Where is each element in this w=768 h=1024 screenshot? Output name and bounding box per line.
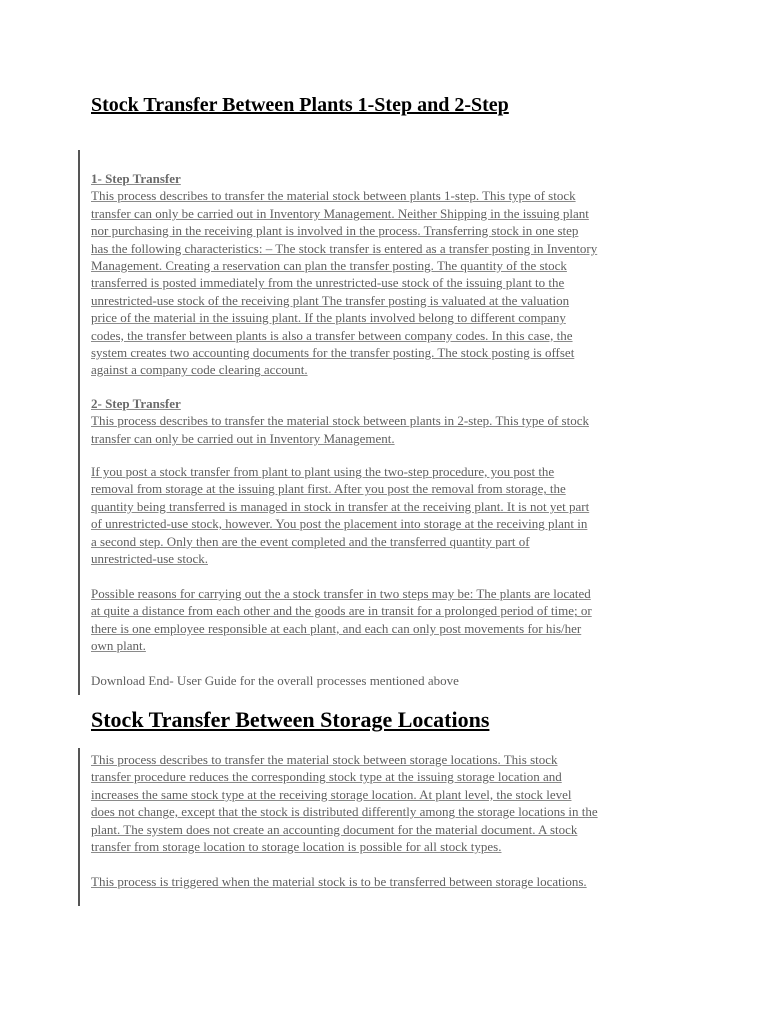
text-line: removal from storage at the issuing plant first. After you post the removal from storage, the	[91, 481, 566, 497]
two-step-reasons	[91, 585, 691, 655]
text-line: nor purchasing in the receiving plant is involved in the process. Transferring stock in one step	[91, 223, 579, 239]
text-line: has the following characteristics: – The stock transfer is entered as a transfer posting in Inventory	[91, 240, 598, 256]
storage-description	[91, 751, 691, 855]
text-line: there is one employee responsible at each plant, and each can only post movements for his/her	[91, 620, 582, 636]
text-line: codes, the transfer between plants is also a transfer between company codes. In this case, the	[91, 327, 573, 343]
text-line: plant. The system does not create an accounting document for the material document. A stock	[91, 821, 578, 837]
text-line: increases the same stock type at the receiving storage location. At plant level, the stock level	[91, 786, 572, 802]
one-step-heading: 1- Step Transfer	[91, 171, 181, 186]
text-line: transfer procedure reduces the corresponding stock type at the issuing storage location and	[91, 769, 562, 785]
text-line: transfer from storage location to storage location is possible for all stock types.	[91, 839, 502, 855]
two-step-intro	[91, 395, 691, 447]
text-line: price of the material in the issuing plant. If the plants involved belong to different company	[91, 310, 566, 326]
text-line: at quite a distance from each other and the goods are in transit for a prolonged period of time; or	[91, 603, 592, 619]
text-line: does not change, except that the stock is distributed differently among the storage locations in the	[91, 804, 598, 820]
text-line: This process describes to transfer the material stock between plants 1-step. This type of stock	[91, 188, 576, 204]
text-line: This process describes to transfer the material stock between storage locations. This stock	[91, 752, 558, 767]
text-line: transfer can only be carried out in Inventory Management. Neither Shipping in the issuing plant	[91, 205, 589, 221]
text-line: If you post a stock transfer from plant to plant using the two-step procedure, you post the	[91, 464, 555, 479]
text-line: system creates two accounting documents for the transfer posting. The stock posting is offset	[91, 345, 575, 361]
document-title: Stock Transfer Between Plants 1-Step and 2-Step	[91, 94, 509, 116]
download-guide-text: Download End- User Guide for the overall processes mentioned above	[91, 673, 459, 688]
text-line: a second step. Only then are the event completed and the transferred quantity part of	[91, 533, 530, 549]
text-line: Management. Creating a reservation can plan the transfer posting. The quantity of the stock	[91, 258, 567, 274]
section-margin-bar	[78, 150, 80, 695]
two-step-procedure	[91, 463, 691, 567]
text-line: This process describes to transfer the material stock between plants in 2-step. This type of stock	[91, 413, 589, 429]
section-margin-bar	[78, 748, 80, 906]
text-line: transferred is posted immediately from the unrestricted-use stock of the issuing plant to the	[91, 275, 565, 291]
text-line: This process is triggered when the material stock is to be transferred between storage locations.	[91, 874, 587, 889]
two-step-heading: 2- Step Transfer	[91, 396, 181, 411]
text-line: Possible reasons for carrying out the a stock transfer in two steps may be: The plants are located	[91, 586, 591, 601]
text-line: unrestricted-use stock.	[91, 551, 208, 567]
text-line: transfer can only be carried out in Inventory Management.	[91, 430, 395, 446]
storage-section-title: Stock Transfer Between Storage Locations	[91, 707, 490, 732]
text-line: quantity being transferred is managed in stock in transfer at the receiving plant. It is not yet part	[91, 498, 590, 514]
text-line: of unrestricted-use stock, however. You post the placement into storage at the receiving plant in	[91, 516, 588, 532]
text-line: against a company code clearing account.	[91, 362, 308, 378]
storage-trigger	[91, 873, 691, 890]
text-line: unrestricted-use stock of the receiving plant The transfer posting is valuated at the valuation	[91, 292, 570, 308]
text-line: own plant.	[91, 638, 146, 654]
one-step-section	[91, 170, 691, 379]
download-guide	[91, 672, 691, 689]
